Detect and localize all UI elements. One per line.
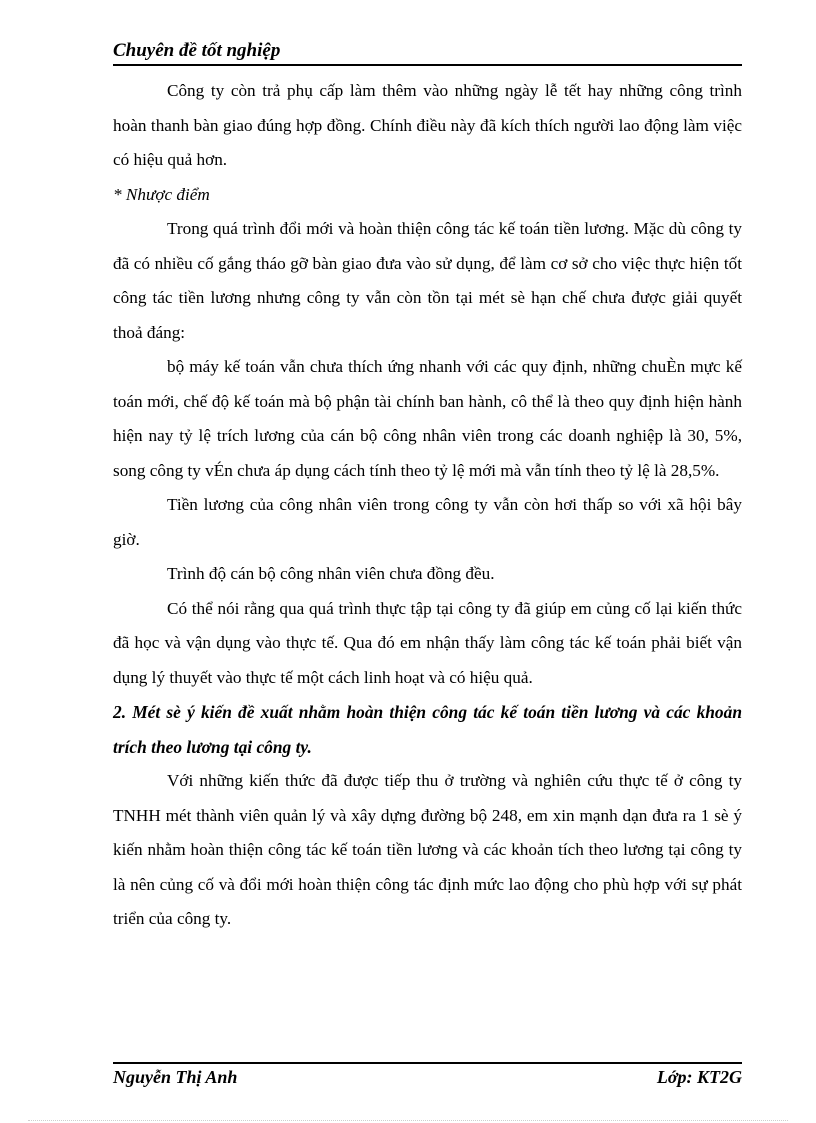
page-header-title: Chuyên đề tốt nghiệp: [113, 40, 281, 61]
paragraph-staff-level: Trình độ cán bộ công nhân viên chưa đồng đều.: [167, 564, 495, 583]
paragraph-proposal: Với những kiến thức đã được tiếp thu ở trường và nghiên cứu thực tế ở công ty TNHH mét thành viên quản lý và xây dựng đường bộ 248, em xin mạnh dạn đưa ra 1 sè ý kiến nhằm hoàn thiện công tác kế toán tiền lương và các khoản tích theo lương tại công ty là nên củng cố và đổi mới hoàn thiện công tác định mức lao động cho phù hợp với sự phát triển của công ty.: [113, 771, 742, 928]
paragraph-internship-conclusion: Có thể nói rằng qua quá trình thực tập tại công ty đã giúp em củng cố lại kiến thức đã học và vận dụng vào thực tế. Qua đó em nhận thấy làm công tác kế toán phải biết vận dụng lý thuyết vào thực tế một cách linh hoạt và có hiệu quả.: [113, 598, 742, 687]
footer-rule: [113, 1062, 742, 1064]
paragraph-weakness-intro: Trong quá trình đổi mới và hoàn thiện công tác kế toán tiền lương. Mặc dù công ty đã có nhiều cố gắng tháo gỡ bàn giao đưa vào sử dụng, để làm cơ sở cho việc thực hiện tốt công tác tiền lương nhưng công ty vẫn còn tồn tại mét sè hạn chế chưa được giải quyết thoả đáng:: [113, 219, 742, 342]
paragraph-allowance: Công ty còn trả phụ cấp làm thêm vào những ngày lễ tết hay những công trình hoàn thanh bàn giao đúng hợp đồng. Chính điều này đã kích thích người lao động làm việc có hiệu quả hơn.: [113, 81, 742, 169]
paragraph-low-salary: Tiền lương của công nhân viên trong công ty vẫn còn hơi thấp so với xã hội bây giờ.: [113, 495, 742, 549]
footer-class: Lớp: KT2G: [656, 1067, 742, 1087]
section-heading: 2. Mét sè ý kiến đề xuất nhằm hoàn thiện công tác kế toán tiền lương và các khoản trích theo lương tại công ty.: [113, 702, 742, 757]
header-rule: [113, 64, 742, 66]
page-edge-divider: [28, 1120, 788, 1121]
paragraph-accounting-apparatus: bộ máy kế toán vẫn chưa thích ứng nhanh với các quy định, những chuÈn mực kế toán mới, chế độ kế toán mà bộ phận tài chính ban hành, cô thể là theo quy định hiện hành hiện nay tỷ lệ trích lương của cán bộ công nhân viên trong các doanh nghiệp là 30, 5%, song công ty vÉn chưa áp dụng cách tính theo tỷ lệ mới mà vẫn tính theo tỷ lệ là 28,5%.: [113, 357, 742, 480]
footer-author: Nguyễn Thị Anh: [113, 1067, 238, 1087]
weakness-label: * Nhược điểm: [113, 184, 210, 204]
document-body: [113, 74, 742, 937]
